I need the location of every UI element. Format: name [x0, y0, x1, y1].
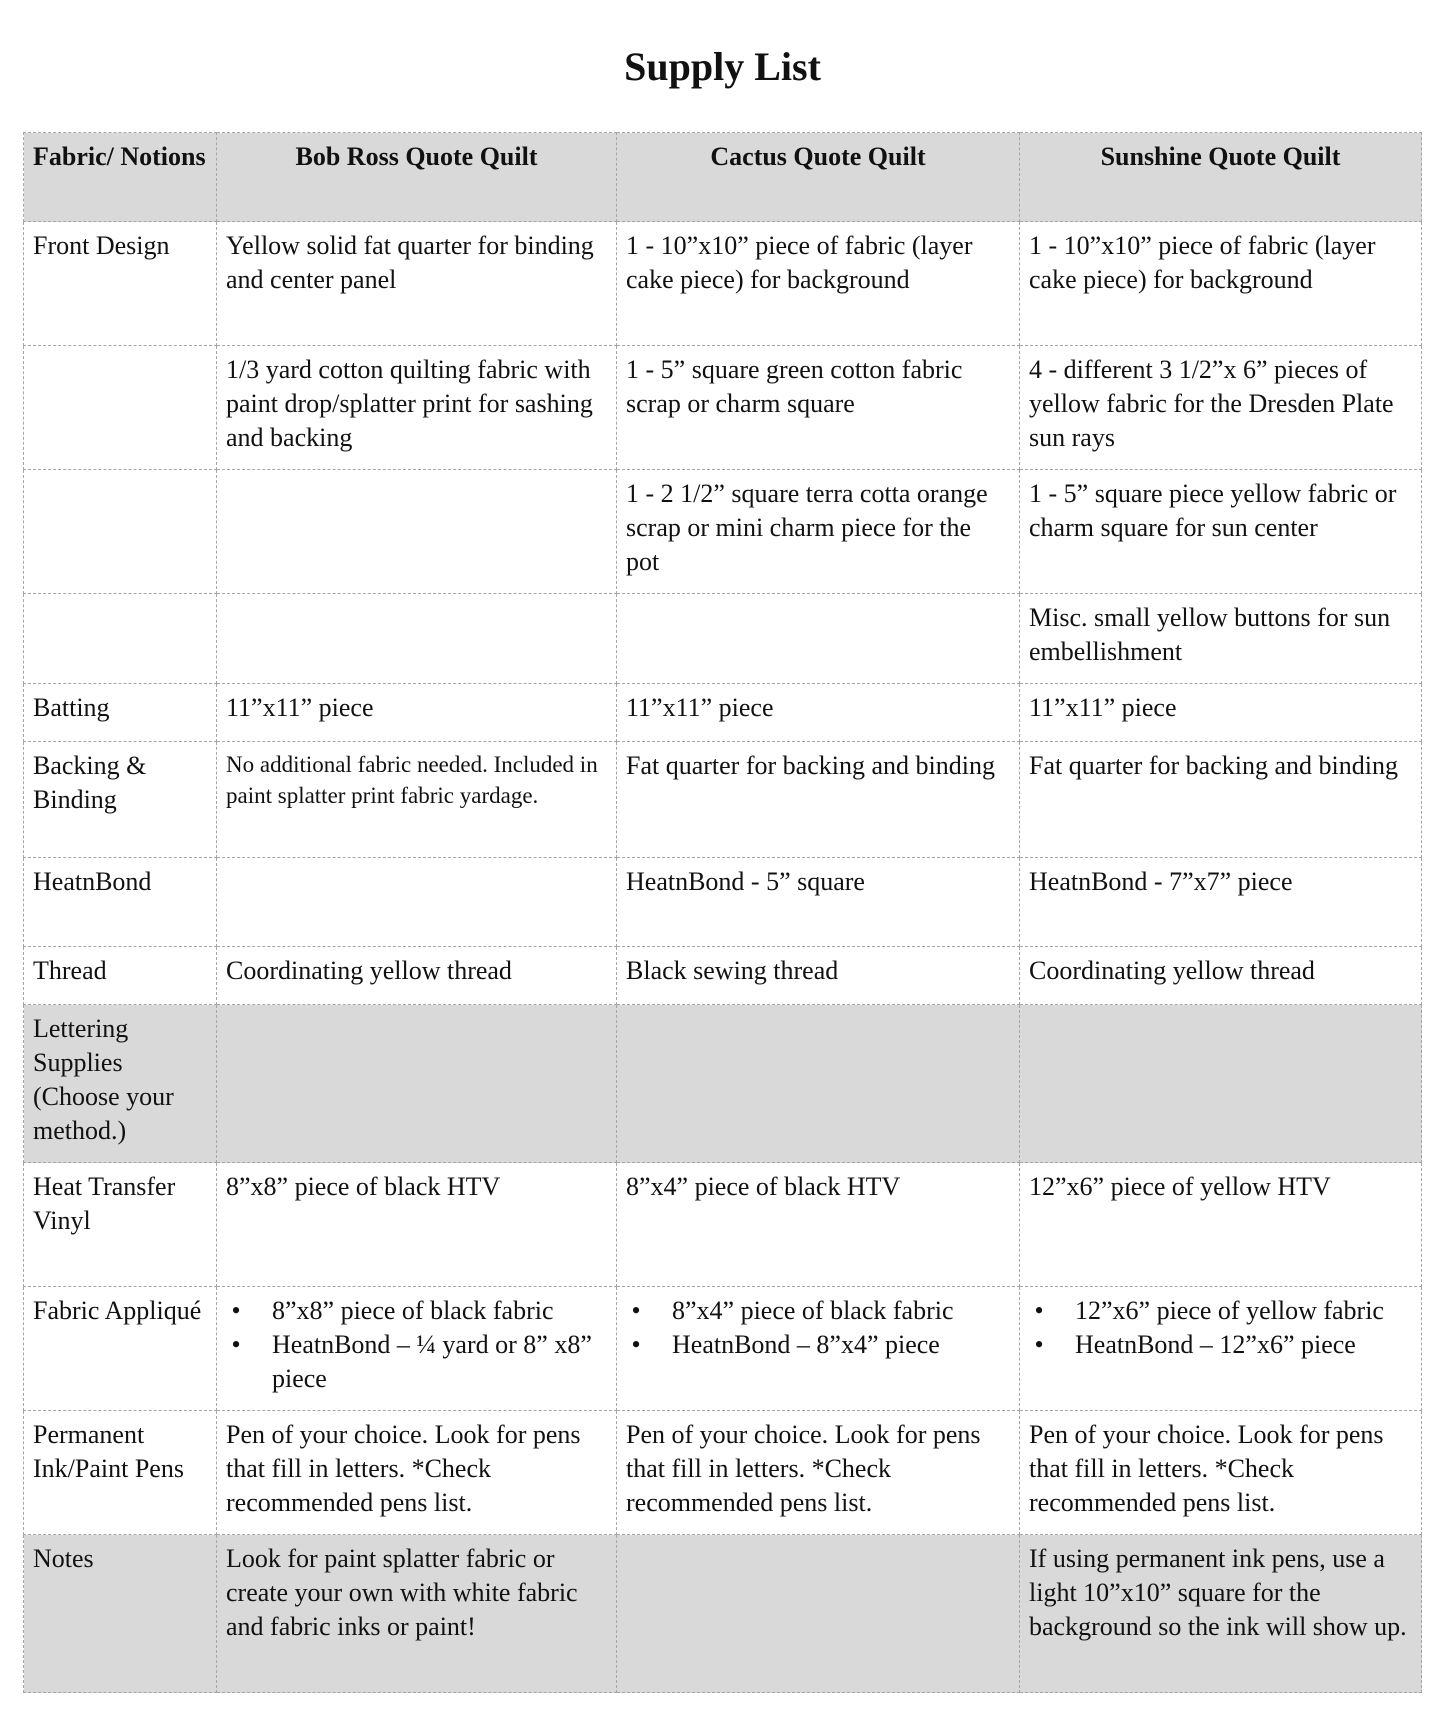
cell-sunshine: 1 - 5” square piece yellow fabric or charm square for sun center — [1020, 470, 1422, 594]
cell-cactus — [617, 1287, 1020, 1411]
cell-cactus: Pen of your choice. Look for pens that fill in letters. *Check recommended pens list. — [617, 1411, 1020, 1535]
row-label-lettering-supplies: Lettering Supplies (Choose your method.) — [24, 1005, 217, 1163]
cell-sunshine: 11”x11” piece — [1020, 684, 1422, 742]
cell-bob-ross: 8”x8” piece of black HTV — [217, 1163, 617, 1287]
bullet-list — [626, 1294, 1010, 1362]
table-row — [24, 594, 1422, 684]
cell-sunshine: 12”x6” piece of yellow HTV — [1020, 1163, 1422, 1287]
list-item: • 8”x8” piece of black fabric — [272, 1294, 607, 1328]
cell-cactus: HeatnBond - 5” square — [617, 858, 1020, 947]
list-item: • HeatnBond – ¼ yard or 8” x8” piece — [272, 1328, 607, 1396]
header-bob-ross-quilt: Bob Ross Quote Quilt — [217, 133, 617, 222]
cell-sunshine — [1020, 1005, 1422, 1163]
row-label-thread: Thread — [24, 947, 217, 1005]
table-row — [24, 684, 1422, 742]
table-row — [24, 470, 1422, 594]
cell-cactus — [617, 1535, 1020, 1693]
cell-bob-ross — [217, 594, 617, 684]
cell-bob-ross: Look for paint splatter fabric or create your own with white fabric and fabric inks or paint! — [217, 1535, 617, 1693]
row-label-heat-transfer-vinyl: Heat Transfer Vinyl — [24, 1163, 217, 1287]
cell-bob-ross: 11”x11” piece — [217, 684, 617, 742]
table-row — [24, 1287, 1422, 1411]
cell-bob-ross — [217, 1287, 617, 1411]
page-title: Supply List — [624, 44, 821, 89]
row-label-batting: Batting — [24, 684, 217, 742]
header-row — [24, 133, 1422, 222]
cell-sunshine — [1020, 1287, 1422, 1411]
table-row — [24, 858, 1422, 947]
header-sunshine-quilt: Sunshine Quote Quilt — [1020, 133, 1422, 222]
cell-cactus: Black sewing thread — [617, 947, 1020, 1005]
notes-row — [24, 1535, 1422, 1693]
cell-cactus: Fat quarter for backing and binding — [617, 742, 1020, 858]
cell-bob-ross: Coordinating yellow thread — [217, 947, 617, 1005]
cell-cactus: 11”x11” piece — [617, 684, 1020, 742]
cell-bob-ross: Pen of your choice. Look for pens that fill in letters. *Check recommended pens list. — [217, 1411, 617, 1535]
table-row — [24, 742, 1422, 858]
list-item: • 12”x6” piece of yellow fabric — [1075, 1294, 1412, 1328]
cell-cactus: 1 - 2 1/2” square terra cotta orange scrap or mini charm piece for the pot — [617, 470, 1020, 594]
table-row — [24, 1411, 1422, 1535]
row-label-front-design: Front Design — [24, 222, 217, 346]
bullet-list — [1029, 1294, 1412, 1362]
row-label-heatnbond: HeatnBond — [24, 858, 217, 947]
table-row — [24, 1163, 1422, 1287]
row-label-permanent-ink-paint-pens: Permanent Ink/Paint Pens — [24, 1411, 217, 1535]
bullet-list — [226, 1294, 607, 1396]
cell-sunshine: 1 - 10”x10” piece of fabric (layer cake piece) for background — [1020, 222, 1422, 346]
cell-cactus: 1 - 10”x10” piece of fabric (layer cake piece) for background — [617, 222, 1020, 346]
header-fabric-notions: Fabric/ Notions — [24, 133, 217, 222]
cell-sunshine: Fat quarter for backing and binding — [1020, 742, 1422, 858]
row-label-empty — [24, 594, 217, 684]
row-label-empty — [24, 346, 217, 470]
table-row — [24, 222, 1422, 346]
cell-cactus — [617, 594, 1020, 684]
row-label-backing-binding: Backing & Binding — [24, 742, 217, 858]
supply-table — [23, 132, 1422, 1693]
cell-sunshine: If using permanent ink pens, use a light 10”x10” square for the background so the ink will show up. — [1020, 1535, 1422, 1693]
cell-sunshine: Misc. small yellow buttons for sun embellishment — [1020, 594, 1422, 684]
table-row — [24, 346, 1422, 470]
cell-cactus — [617, 1005, 1020, 1163]
header-cactus-quilt: Cactus Quote Quilt — [617, 133, 1020, 222]
row-label-notes: Notes — [24, 1535, 217, 1693]
cell-bob-ross: Yellow solid fat quarter for binding and center panel — [217, 222, 617, 346]
section-row-lettering — [24, 1005, 1422, 1163]
list-item: • 8”x4” piece of black fabric — [672, 1294, 1010, 1328]
cell-sunshine: HeatnBond - 7”x7” piece — [1020, 858, 1422, 947]
cell-sunshine: Pen of your choice. Look for pens that fill in letters. *Check recommended pens list. — [1020, 1411, 1422, 1535]
cell-cactus: 1 - 5” square green cotton fabric scrap or charm square — [617, 346, 1020, 470]
cell-bob-ross — [217, 1005, 617, 1163]
cell-bob-ross: No additional fabric needed. Included in paint splatter print fabric yardage. — [217, 742, 617, 858]
cell-bob-ross — [217, 858, 617, 947]
cell-bob-ross — [217, 470, 617, 594]
cell-bob-ross: 1/3 yard cotton quilting fabric with paint drop/splatter print for sashing and backing — [217, 346, 617, 470]
list-item: • HeatnBond – 8”x4” piece — [672, 1328, 1010, 1362]
row-label-empty — [24, 470, 217, 594]
cell-sunshine: 4 - different 3 1/2”x 6” pieces of yellow fabric for the Dresden Plate sun rays — [1020, 346, 1422, 470]
row-label-fabric-applique: Fabric Appliqué — [24, 1287, 217, 1411]
cell-cactus: 8”x4” piece of black HTV — [617, 1163, 1020, 1287]
table-row — [24, 947, 1422, 1005]
cell-sunshine: Coordinating yellow thread — [1020, 947, 1422, 1005]
list-item: • HeatnBond – 12”x6” piece — [1075, 1328, 1412, 1362]
